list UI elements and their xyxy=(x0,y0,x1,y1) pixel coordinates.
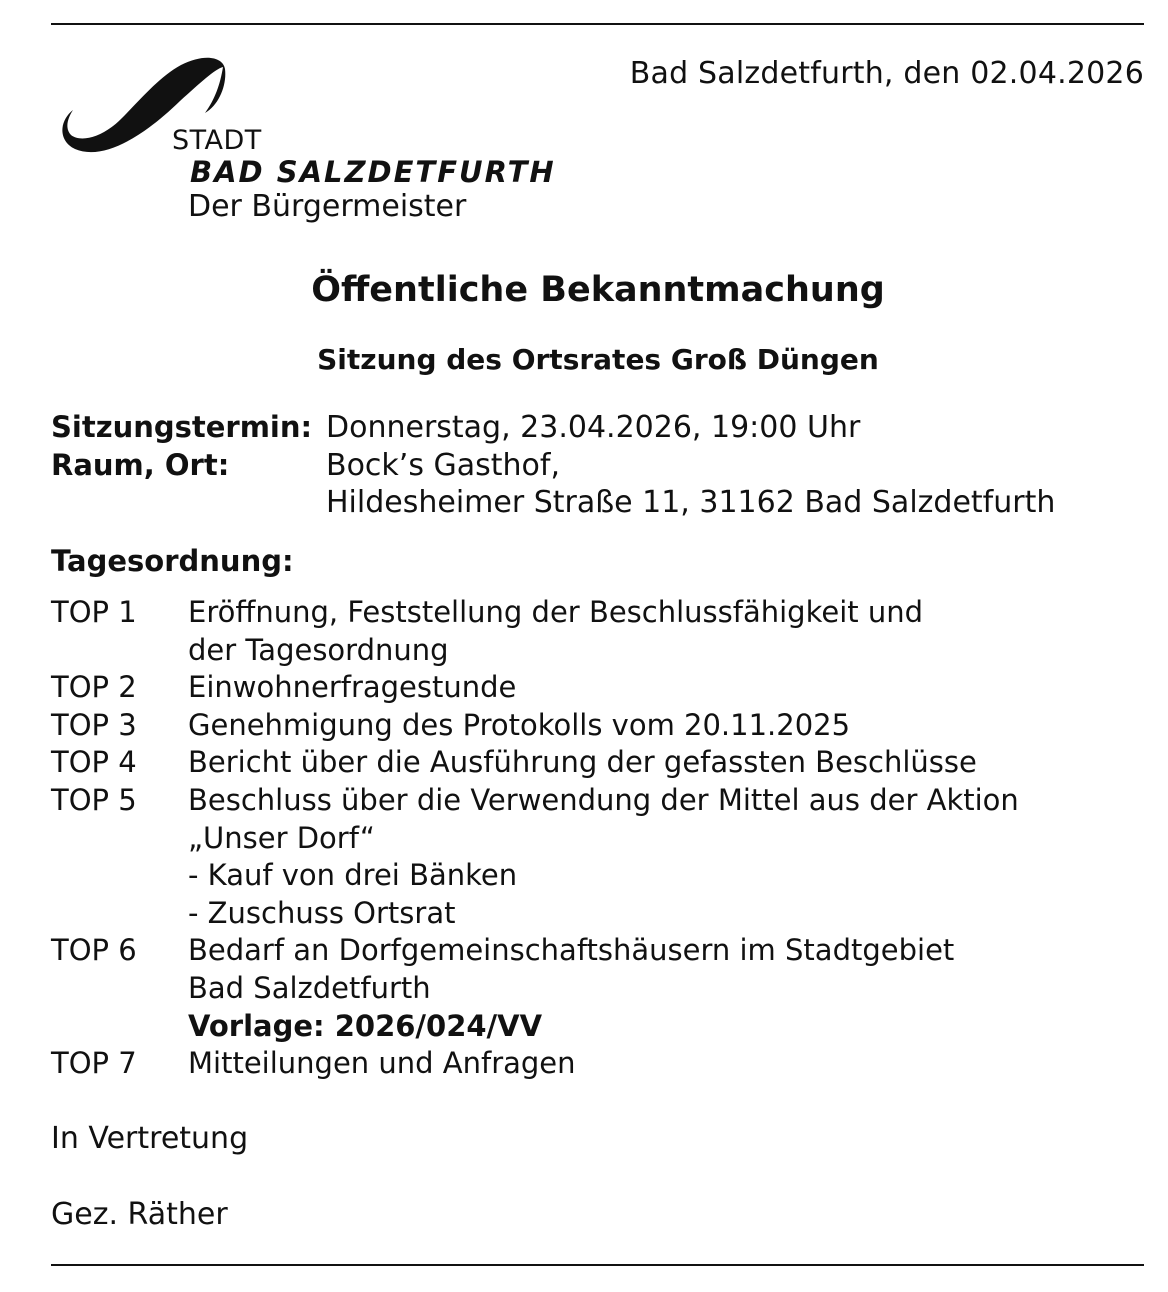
agenda-item xyxy=(51,744,1144,782)
agenda-item-number: TOP 6 xyxy=(51,933,137,968)
meeting-place-label: Raum, Ort: xyxy=(51,448,230,482)
agenda-item-text xyxy=(188,707,1144,745)
agenda-item-text xyxy=(188,1045,1144,1083)
logo-mayor-text: Der Bürgermeister xyxy=(188,189,467,224)
meeting-place-line-2: Hildesheimer Straße 11, 31162 Bad Salzdetfurth xyxy=(326,485,1056,520)
agenda-item xyxy=(51,782,1144,932)
agenda-item-text xyxy=(188,594,1144,669)
agenda-item-line: Eröffnung, Feststellung der Beschlussfähigkeit und xyxy=(188,595,924,629)
agenda-item-number: TOP 3 xyxy=(51,707,137,742)
agenda-item xyxy=(51,707,1144,745)
agenda-item-line: Bedarf an Dorfgemeinschaftshäusern im Stadtgebiet xyxy=(188,933,955,968)
logo-city-name: BAD SALZDETFURTH xyxy=(190,155,556,189)
agenda-item-line: Bericht über die Ausführung der gefassten Beschlüsse xyxy=(188,745,977,780)
top-rule xyxy=(51,23,1144,25)
agenda-item-line: Genehmigung des Protokolls vom 20.11.2025 xyxy=(188,707,851,742)
agenda-item-line: - Zuschuss Ortsrat xyxy=(188,895,456,930)
agenda-item-number: TOP 2 xyxy=(51,670,137,705)
meeting-date-label: Sitzungstermin: xyxy=(51,410,313,444)
document-subtitle: Sitzung des Ortsrates Groß Düngen xyxy=(317,343,879,376)
agenda-item-text xyxy=(188,669,1144,707)
agenda-item-text xyxy=(188,782,1144,932)
agenda-item-number: TOP 1 xyxy=(51,595,137,629)
agenda-item-text xyxy=(188,744,1144,782)
agenda-item xyxy=(51,932,1144,1045)
agenda-item-line: „Unser Dorf“ xyxy=(188,820,375,855)
agenda-item xyxy=(51,594,1144,669)
agenda-item-line: der Tagesordnung xyxy=(188,632,449,667)
agenda-item-number: TOP 5 xyxy=(51,782,137,817)
agenda-heading: Tagesordnung: xyxy=(51,544,294,578)
agenda-item-line: Bad Salzdetfurth xyxy=(188,970,431,1005)
agenda-item xyxy=(51,669,1144,707)
agenda-list xyxy=(51,594,1144,1083)
bottom-rule xyxy=(51,1264,1144,1266)
agenda-item-number: TOP 7 xyxy=(51,1046,137,1081)
agenda-item-line: Einwohnerfragestunde xyxy=(188,670,517,705)
meeting-place-line-1: Bock’s Gasthof, xyxy=(326,448,560,483)
document-title: Öffentliche Bekanntmachung xyxy=(311,270,885,310)
agenda-item-text xyxy=(188,932,1144,1045)
logo-stadt-text: STADT xyxy=(172,125,262,156)
place-date: Bad Salzdetfurth, den 02.04.2026 xyxy=(629,56,1144,91)
signature-text: Gez. Räther xyxy=(51,1197,228,1232)
representation-text: In Vertretung xyxy=(51,1121,249,1156)
agenda-item-line: Mitteilungen und Anfragen xyxy=(188,1046,576,1081)
agenda-item-line: Beschluss über die Verwendung der Mittel aus der Aktion xyxy=(188,782,1019,817)
agenda-item-line: - Kauf von drei Bänken xyxy=(188,858,518,893)
agenda-item-number: TOP 4 xyxy=(51,745,137,780)
agenda-item xyxy=(51,1045,1144,1083)
meeting-date-value: Donnerstag, 23.04.2026, 19:00 Uhr xyxy=(326,410,861,445)
agenda-item-proposal-reference: Vorlage: 2026/024/VV xyxy=(188,1008,543,1043)
